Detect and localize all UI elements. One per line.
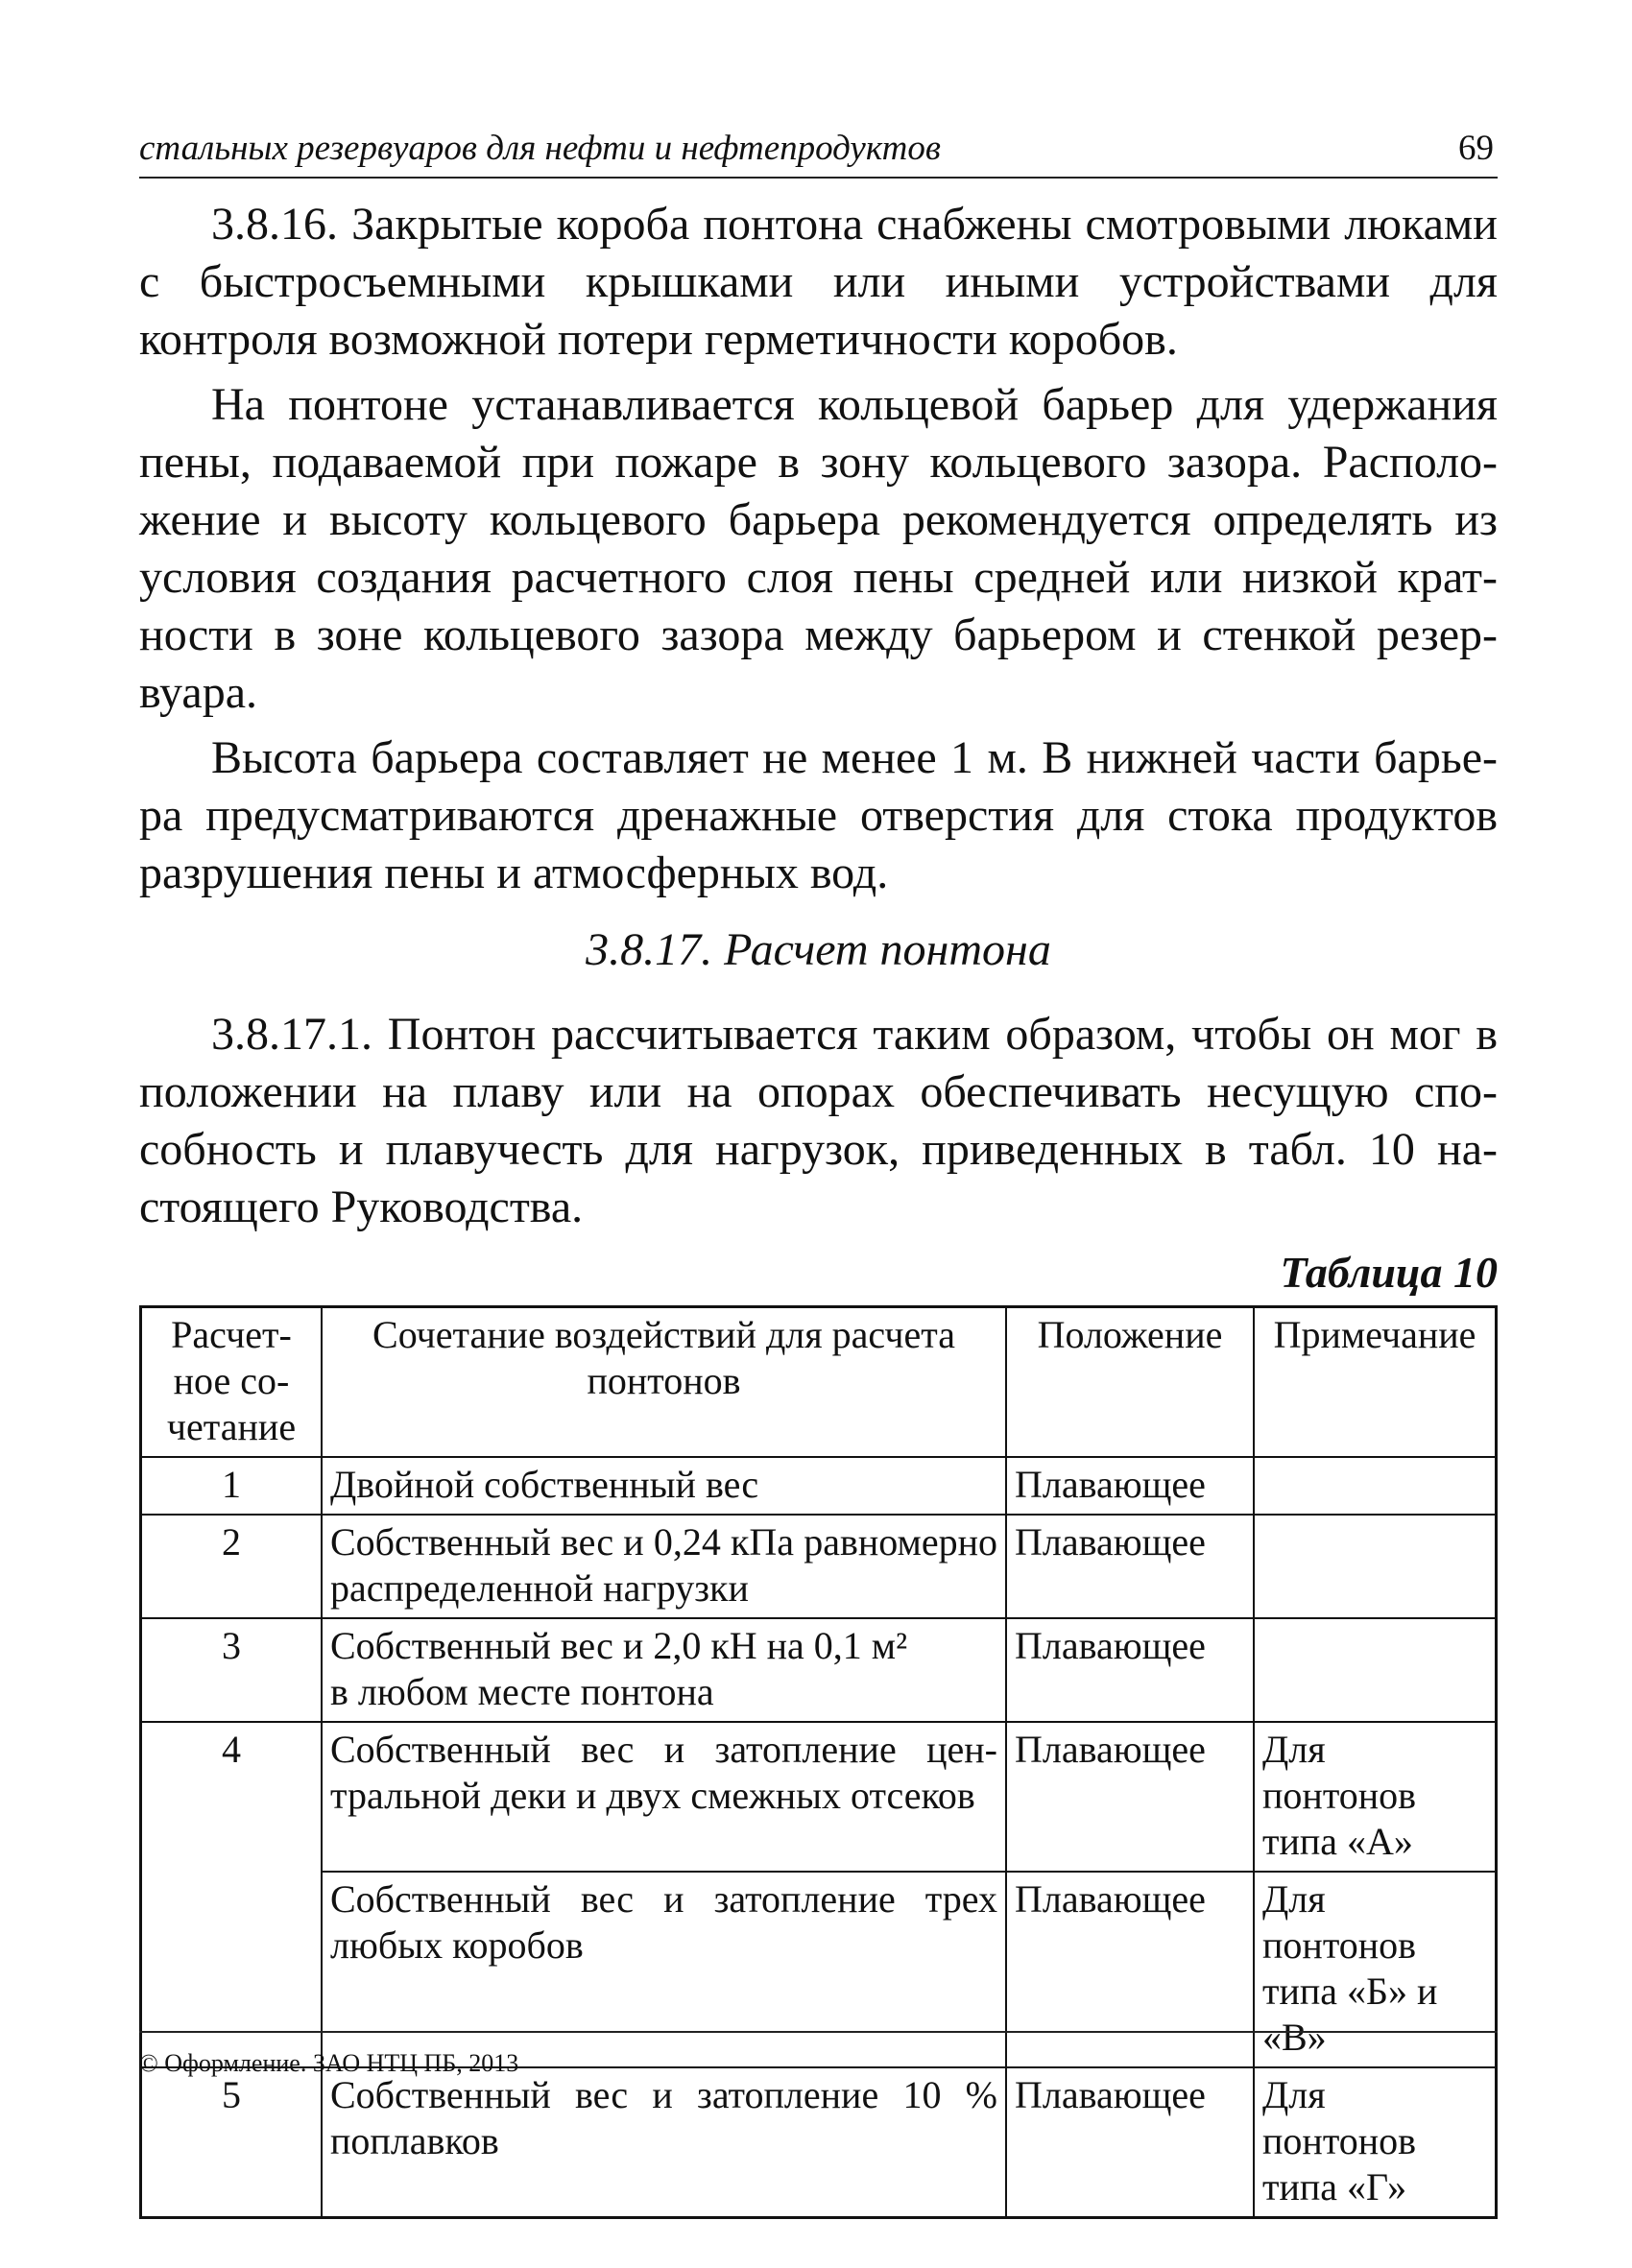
page-footer — [139, 2031, 1498, 2079]
header-actions: Сочетание воздействий для расчета понтонов — [322, 1307, 1006, 1458]
cell-pos: Плавающее — [1006, 1457, 1254, 1515]
header-combination: Расчетное сочетание — [141, 1307, 323, 1458]
cell-num: 4 — [141, 1722, 323, 2067]
document-page — [139, 125, 1498, 2219]
header-position: Положение — [1006, 1307, 1254, 1458]
cell-desc: Собственный вес и 0,24 кПа равномерно распределенной нагрузки — [322, 1515, 1006, 1618]
cell-pos: Плавающее — [1006, 1618, 1254, 1722]
cell-desc: Собственный вес и затопление 10 % поплавков — [322, 2067, 1006, 2218]
table-row — [141, 1722, 1497, 1872]
copyright-text: © Оформление. ЗАО НТЦ ПБ, 2013 — [139, 2049, 519, 2077]
cell-num: 5 — [141, 2067, 323, 2218]
cell-note: Для понтонов типа «А» — [1254, 1722, 1497, 1872]
cell-note: Для понтонов типа «Г» — [1254, 2067, 1497, 2218]
section-heading: 3.8.17. Расчет понтона — [586, 924, 1051, 975]
cell-desc: Собственный вес и затопление трех любых коробов — [322, 1872, 1006, 2067]
body-text — [139, 196, 1498, 2219]
header-note: Примечание — [1254, 1307, 1497, 1458]
table-caption: Таблица 10 — [1280, 1248, 1498, 1297]
running-title: стальных резервуаров для нефти и нефтепродуктов — [139, 129, 941, 168]
table-row — [141, 1457, 1497, 1515]
table-row — [141, 2067, 1497, 2218]
paragraph-barrier: На понтоне устанавливается кольцевой барьер для удержания пены, подаваемой при пожаре в зону кольцевого зазора. Расположение и высоту кольцевого барьера рекомендуется определять из условия создания расчетного слоя пены средней или низкой кратности в зоне кольцевого зазора между барьером и стенкой резервуара. — [139, 379, 1498, 718]
cell-num: 1 — [141, 1457, 323, 1515]
cell-note — [1254, 1457, 1497, 1515]
running-header — [139, 125, 1498, 179]
page-number: 69 — [1458, 129, 1494, 168]
cell-desc: Двойной собственный вес — [322, 1457, 1006, 1515]
table-row — [141, 1618, 1497, 1722]
cell-desc: Собственный вес и затопление центральной деки и двух смежных отсеков — [322, 1722, 1006, 1872]
cell-pos: Плавающее — [1006, 1722, 1254, 1872]
cell-note — [1254, 1618, 1497, 1722]
cell-desc: Собственный вес и 2,0 кН на 0,1 м² в любом месте понтона — [322, 1618, 1006, 1722]
cell-pos: Плавающее — [1006, 1515, 1254, 1618]
table-header-row — [141, 1307, 1497, 1458]
cell-pos: Плавающее — [1006, 2067, 1254, 2218]
cell-pos: Плавающее — [1006, 1872, 1254, 2067]
loads-table — [139, 1305, 1498, 2219]
cell-num: 3 — [141, 1618, 323, 1722]
paragraph-barrier-height: Высота барьера составляет не менее 1 м. В нижней части барьера предусматриваются дренажные отверстия для стока продуктов разрушения пены и атмосферных вод. — [139, 732, 1498, 898]
table-row — [141, 1515, 1497, 1618]
cell-num: 2 — [141, 1515, 323, 1618]
cell-note — [1254, 1515, 1497, 1618]
paragraph-3-8-16: 3.8.16. Закрытые короба понтона снабжены смотровыми люками с быстросъемными крышками или иными устройствами для контроля возможной потери герметичности коробов. — [139, 199, 1498, 365]
cell-note: Для понтонов типа «Б» и «В» — [1254, 1872, 1497, 2067]
paragraph-3-8-17-1: 3.8.17.1. Понтон рассчитывается таким образом, чтобы он мог в положении на плаву или на опорах обеспечивать несущую способность и плавучесть для нагрузок, приведенных в табл. 10 настоящего Руководства. — [139, 1009, 1498, 1232]
